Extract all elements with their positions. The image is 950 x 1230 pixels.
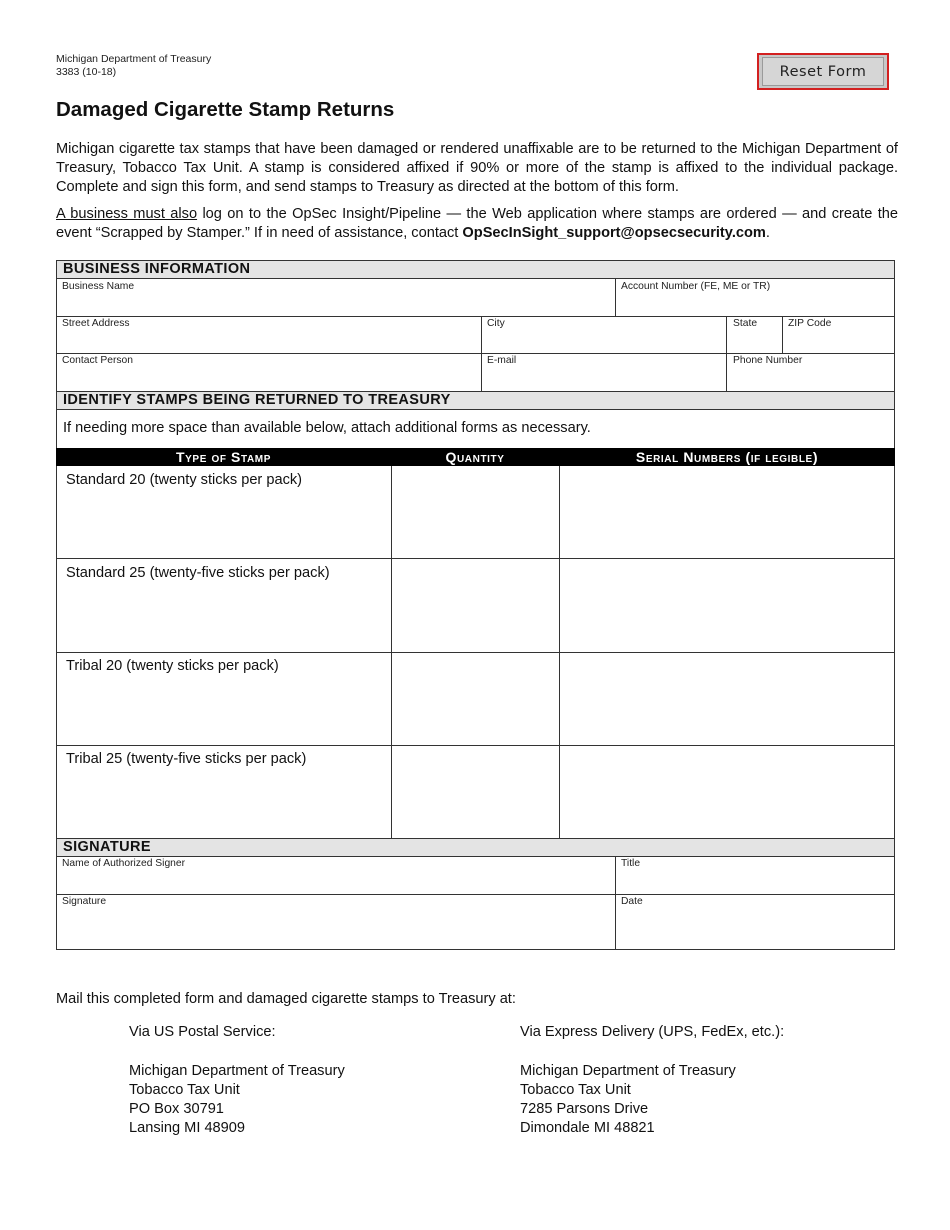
business-name-field[interactable] (57, 279, 615, 316)
usps-address-line: Tobacco Tax Unit (129, 1082, 240, 1098)
phone-label: Phone Number (733, 355, 803, 366)
serial-tribal-20[interactable] (560, 653, 894, 745)
date-label: Date (621, 896, 643, 907)
usps-address (129, 1062, 345, 1138)
opsec-end: . (765, 225, 770, 241)
serial-tribal-25[interactable] (560, 746, 894, 838)
usps-address-line: Lansing MI 48909 (129, 1120, 246, 1136)
serial-standard-20[interactable] (560, 467, 894, 558)
email-field[interactable] (482, 354, 726, 391)
title-field[interactable] (616, 857, 894, 894)
quantity-tribal-20[interactable] (392, 653, 559, 745)
city-field[interactable] (482, 317, 726, 353)
express-address-line: Tobacco Tax Unit (520, 1082, 631, 1098)
agency-name: Michigan Department of Treasury (56, 53, 212, 65)
business-name-label: Business Name (62, 281, 135, 292)
street-address-label: Street Address (62, 318, 130, 329)
stamps-note: If needing more space than available below, attach additional forms as necessary. (63, 420, 591, 436)
column-serial-numbers: Serial Numbers (if legible) (635, 449, 819, 465)
usps-address-line: Michigan Department of Treasury (129, 1063, 345, 1079)
stamp-type-standard-25: Standard 25 (twenty-five sticks per pack) (66, 565, 330, 581)
express-address-line: Dimondale MI 48821 (520, 1120, 655, 1136)
column-quantity: Quantity (445, 449, 505, 465)
email-label: E-mail (487, 355, 517, 366)
intro-paragraph: Michigan cigarette tax stamps that have been damaged or rendered unaffixable are to be returned to the Michigan Department of Treasury, Tobacco Tax Unit. A stamp is considered affixed if 90% or more of the stamp is affixed to the individual package. Complete and sign this form, and send stamps to Treasury as directed at the bottom of this form. (56, 141, 898, 195)
express-heading: Via Express Delivery (UPS, FedEx, etc.): (520, 1024, 785, 1040)
quantity-standard-25[interactable] (392, 559, 559, 652)
quantity-tribal-25[interactable] (392, 746, 559, 838)
express-address-line: 7285 Parsons Drive (520, 1101, 649, 1117)
state-label: State (733, 318, 758, 329)
contact-person-label: Contact Person (62, 355, 133, 366)
signer-name-label: Name of Authorized Signer (62, 858, 186, 869)
title-label: Title (621, 858, 641, 869)
stamps-heading: IDENTIFY STAMPS BEING RETURNED TO TREASURY (56, 391, 895, 410)
opsec-paragraph (56, 205, 898, 243)
support-email: OpSecInSight_support@opsecsecurity.com (462, 225, 766, 241)
stamp-type-tribal-20: Tribal 20 (twenty sticks per pack) (66, 658, 279, 674)
usps-address-line: PO Box 30791 (129, 1101, 224, 1117)
reset-form-label: Reset Form (762, 57, 884, 86)
business-info-heading: BUSINESS INFORMATION (56, 260, 895, 279)
opsec-text: log on to the OpSec Insight/Pipeline — the Web application where stamps are ordered — and create the event “Scrapped by Stamper.” If in need of assistance, contact (56, 206, 898, 241)
account-number-label: Account Number (FE, ME or TR) (621, 281, 771, 292)
reset-form-button[interactable] (757, 53, 889, 90)
express-address (520, 1062, 736, 1138)
signature-heading: SIGNATURE (56, 838, 895, 857)
stamp-type-standard-20: Standard 20 (twenty sticks per pack) (66, 472, 303, 488)
date-field[interactable] (616, 895, 894, 949)
zip-label: ZIP Code (788, 318, 832, 329)
page-title: Damaged Cigarette Stamp Returns (56, 98, 395, 121)
business-must-also: A business must also (56, 206, 198, 222)
agency-block (56, 53, 211, 79)
express-address-line: Michigan Department of Treasury (520, 1063, 736, 1079)
quantity-standard-20[interactable] (392, 467, 559, 558)
column-type-of-stamp: Type of Stamp (176, 449, 271, 465)
stamp-type-tribal-25: Tribal 25 (twenty-five sticks per pack) (66, 751, 307, 767)
serial-standard-25[interactable] (560, 559, 894, 652)
form-number: 3383 (10-18) (56, 66, 117, 78)
usps-heading: Via US Postal Service: (129, 1024, 276, 1040)
signature-field[interactable] (57, 895, 615, 949)
signature-label: Signature (62, 896, 107, 907)
mailing-intro: Mail this completed form and damaged cigarette stamps to Treasury at: (56, 991, 516, 1007)
city-label: City (487, 318, 505, 329)
